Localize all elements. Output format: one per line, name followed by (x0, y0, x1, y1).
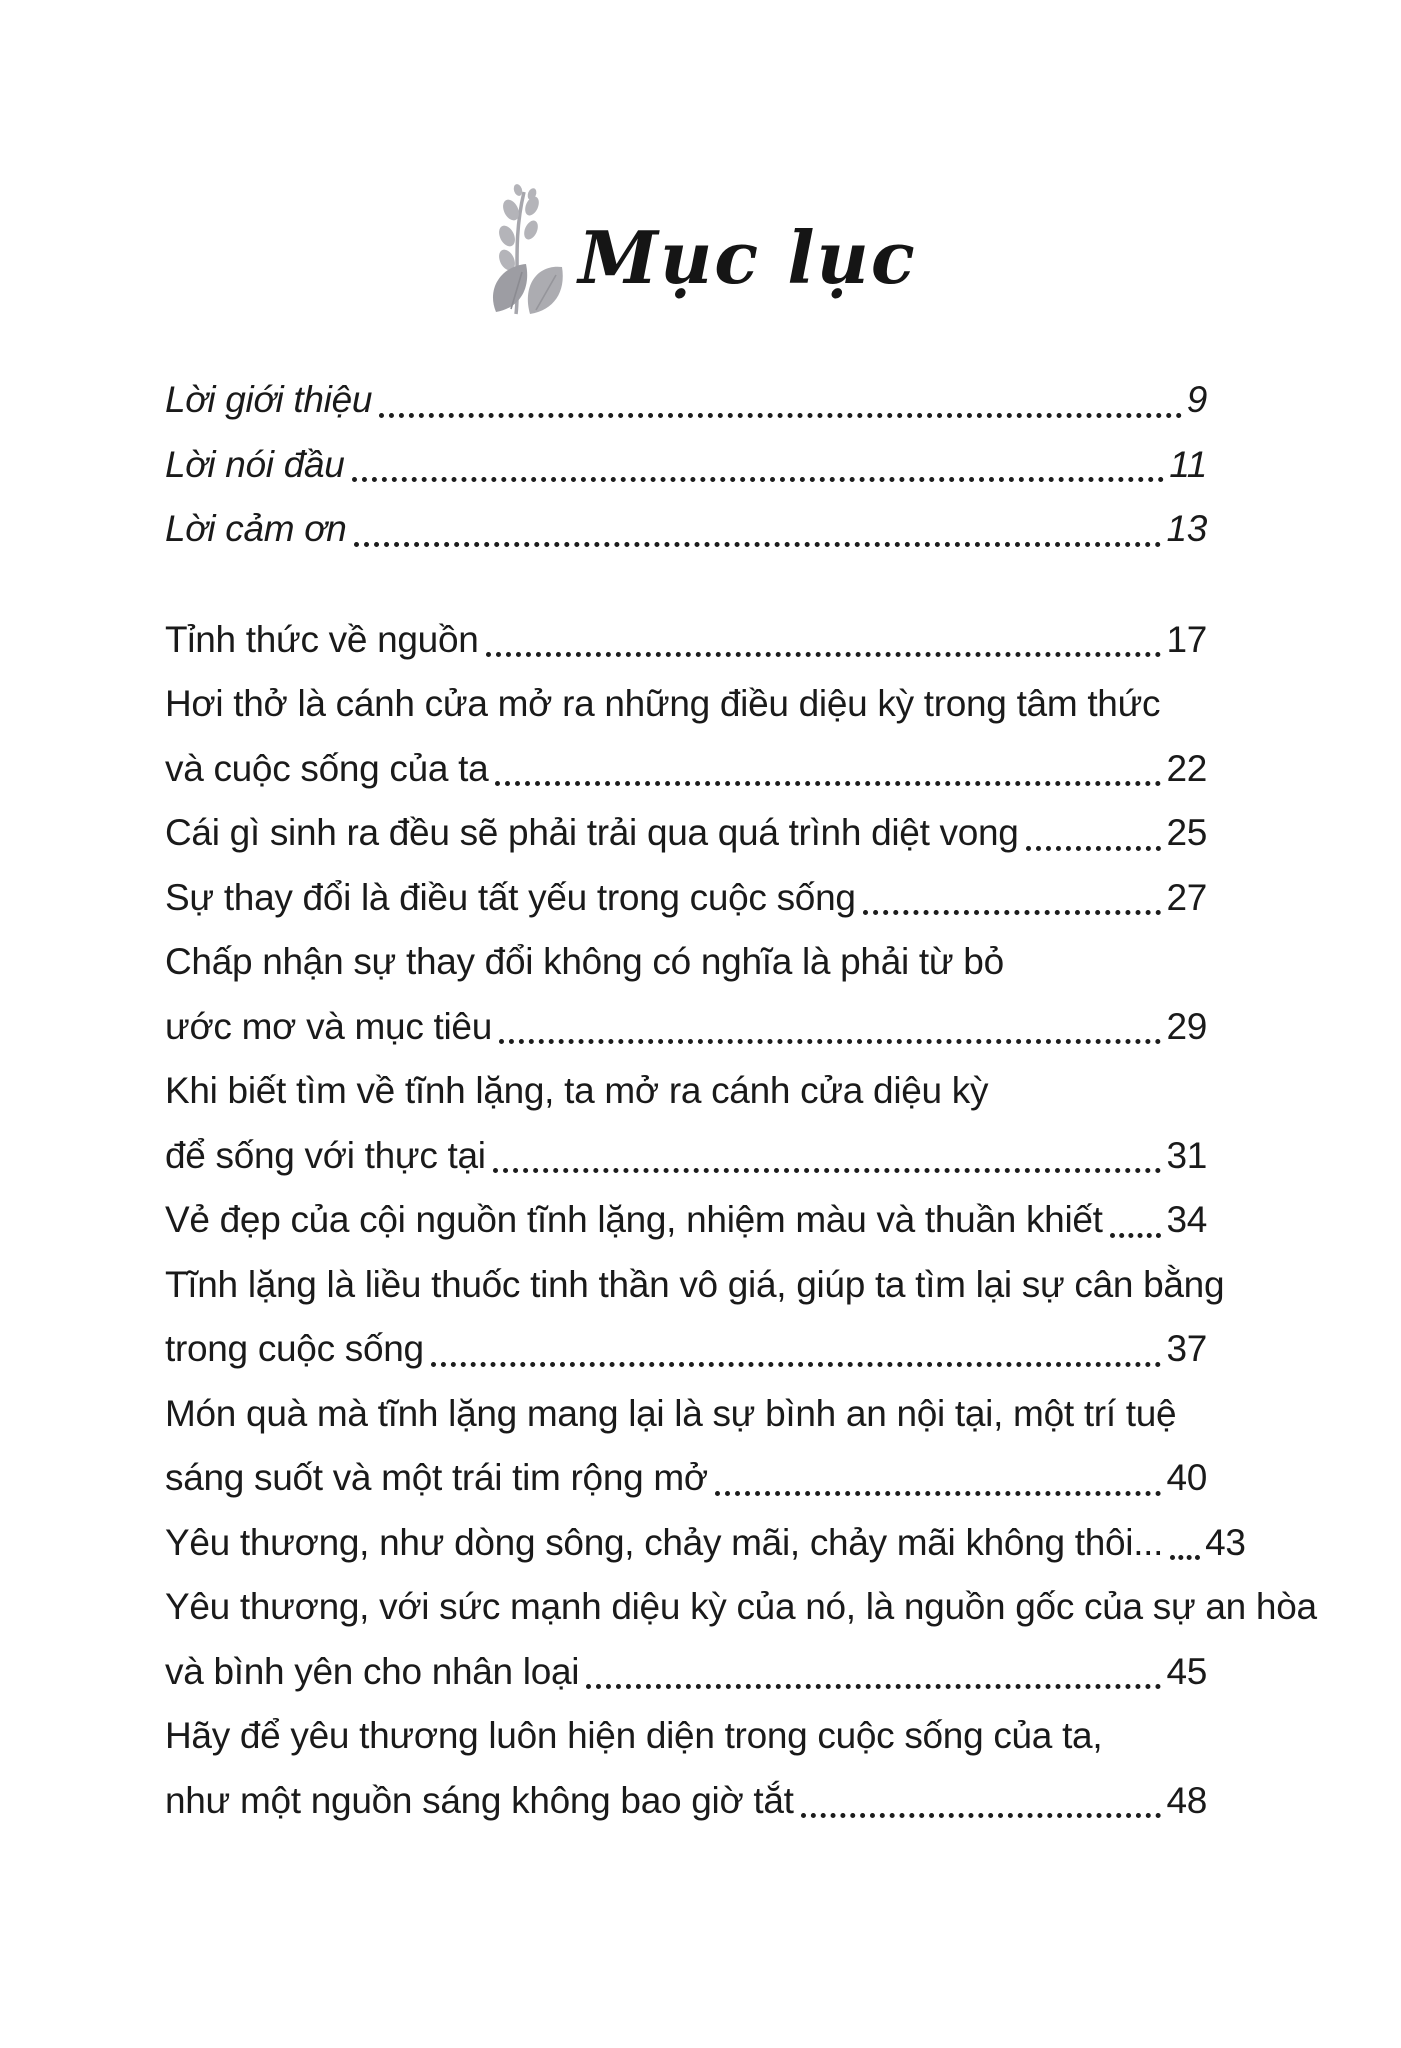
toc-entry-line (165, 1640, 1207, 1705)
toc-entry (165, 1575, 1317, 1704)
toc-entry (165, 672, 1207, 801)
toc-entry-title: Món quà mà tĩnh lặng mang lại là sự bình an nội tại, một trí tuệ (165, 1392, 1177, 1434)
toc-entry-title: Vẻ đẹp của cội nguồn tĩnh lặng, nhiệm màu và thuần khiết (165, 1199, 1103, 1240)
toc-entry-title: Yêu thương, như dòng sông, chảy mãi, chảy mãi không thôi... (165, 1521, 1164, 1563)
dot-leader (863, 910, 1162, 915)
page-number: 37 (1166, 1328, 1207, 1369)
front-matter-list (165, 368, 1207, 562)
dot-leader (1026, 846, 1162, 851)
dot-leader (354, 542, 1162, 547)
page-title: Mục lục (578, 215, 917, 300)
page-number: 48 (1166, 1779, 1207, 1821)
toc-entry-line (165, 1124, 1207, 1189)
toc-entry-line (165, 1253, 1225, 1318)
page-number: 11 (1169, 443, 1207, 485)
toc-entry-line (165, 1382, 1207, 1447)
toc-entry-title: trong cuộc sống (165, 1328, 424, 1369)
dot-leader (1170, 1555, 1200, 1560)
page-number: 34 (1166, 1199, 1207, 1240)
toc-entry-line (165, 433, 1207, 498)
toc-entry (165, 866, 1207, 931)
toc-entry-title: Tỉnh thức về nguồn (165, 618, 479, 660)
toc-entry-title: ước mơ và mục tiêu (165, 1005, 492, 1047)
toc-entry (165, 930, 1207, 1059)
toc-entry-title: Tĩnh lặng là liều thuốc tinh thần vô giá, giúp ta tìm lại sự cân bằng (165, 1263, 1225, 1305)
toc-entry-line (165, 866, 1207, 931)
dot-leader (801, 1813, 1162, 1818)
page-number: 43 (1205, 1521, 1246, 1563)
toc-entry-title: Cái gì sinh ra đều sẽ phải trải qua quá trình diệt vong (165, 812, 1019, 853)
toc-entry-line (165, 368, 1207, 433)
toc-entry-line (165, 1511, 1246, 1576)
page-number: 17 (1166, 618, 1207, 660)
toc-entry-title: và bình yên cho nhân loại (165, 1650, 580, 1692)
toc-entry-line (165, 1188, 1207, 1253)
toc-entry-line (165, 1446, 1207, 1511)
page-number: 27 (1166, 876, 1207, 918)
toc-entry-line (165, 1769, 1207, 1834)
dot-leader (715, 1491, 1162, 1496)
page-number: 9 (1186, 379, 1207, 420)
dot-leader (495, 781, 1161, 786)
dot-leader (486, 652, 1162, 657)
dot-leader (352, 477, 1165, 482)
toc-entry (165, 1511, 1246, 1576)
toc-entry-line (165, 1059, 1207, 1124)
dot-leader (586, 1684, 1161, 1689)
toc-entry-line (165, 608, 1207, 673)
front-matter-entry (165, 368, 1207, 433)
toc-entry (165, 1382, 1207, 1511)
page-number: 40 (1166, 1457, 1207, 1498)
dot-leader (379, 413, 1182, 418)
toc-entry-line (165, 497, 1207, 562)
dot-leader (1110, 1233, 1162, 1238)
toc-entry-title: Lời cảm ơn (165, 508, 347, 549)
dot-leader (499, 1039, 1161, 1044)
plant-sprig-icon (484, 180, 572, 320)
toc-entry (165, 1253, 1225, 1382)
toc-entry (165, 1059, 1207, 1188)
front-matter-entry (165, 497, 1207, 562)
toc-entry-title: Khi biết tìm về tĩnh lặng, ta mở ra cánh cửa diệu kỳ (165, 1070, 989, 1111)
toc-entry-title: Hãy để yêu thương luôn hiện diện trong cuộc sống của ta, (165, 1715, 1103, 1756)
page-number: 29 (1166, 1005, 1207, 1047)
toc-entry-line (165, 801, 1207, 866)
toc-entry (165, 801, 1207, 866)
toc-entry-title: như một nguồn sáng không bao giờ tắt (165, 1779, 794, 1821)
toc-entry-title: Lời nói đầu (165, 443, 345, 485)
dot-leader (431, 1362, 1162, 1367)
toc-entry (165, 608, 1207, 673)
toc-entry-title: sáng suốt và một trái tim rộng mở (165, 1457, 708, 1498)
toc-entry-line (165, 995, 1207, 1060)
chapter-list (165, 608, 1317, 1834)
toc-header (0, 180, 1401, 312)
toc-entry-line (165, 1704, 1207, 1769)
toc-entry-title: Lời giới thiệu (165, 379, 373, 420)
page-number: 13 (1166, 508, 1207, 549)
toc-entry-title: Hơi thở là cánh cửa mở ra những điều diệu kỳ trong tâm thức (165, 683, 1161, 724)
toc-entry-line (165, 737, 1207, 802)
toc-entry-title: và cuộc sống của ta (165, 747, 489, 789)
page-number: 31 (1166, 1134, 1207, 1176)
page-number: 22 (1166, 747, 1207, 789)
toc-entry-title: để sống với thực tại (165, 1134, 486, 1176)
toc-entry-title: Sự thay đổi là điều tất yếu trong cuộc sống (165, 876, 856, 918)
toc-entry (165, 1188, 1207, 1253)
toc-entry-line (165, 930, 1207, 995)
page-number: 25 (1166, 812, 1207, 853)
toc-entry (165, 1704, 1207, 1833)
toc-entry-line (165, 672, 1207, 737)
toc-entry-line (165, 1317, 1207, 1382)
toc-entry-line (165, 1575, 1317, 1640)
page-number: 45 (1166, 1650, 1207, 1692)
table-of-contents (165, 368, 1317, 1833)
toc-entry-title: Yêu thương, với sức mạnh diệu kỳ của nó, là nguồn gốc của sự an hòa (165, 1586, 1317, 1627)
dot-leader (493, 1168, 1162, 1173)
section-gap (165, 562, 1207, 608)
toc-entry-title: Chấp nhận sự thay đổi không có nghĩa là phải từ bỏ (165, 941, 1004, 982)
front-matter-entry (165, 433, 1207, 498)
